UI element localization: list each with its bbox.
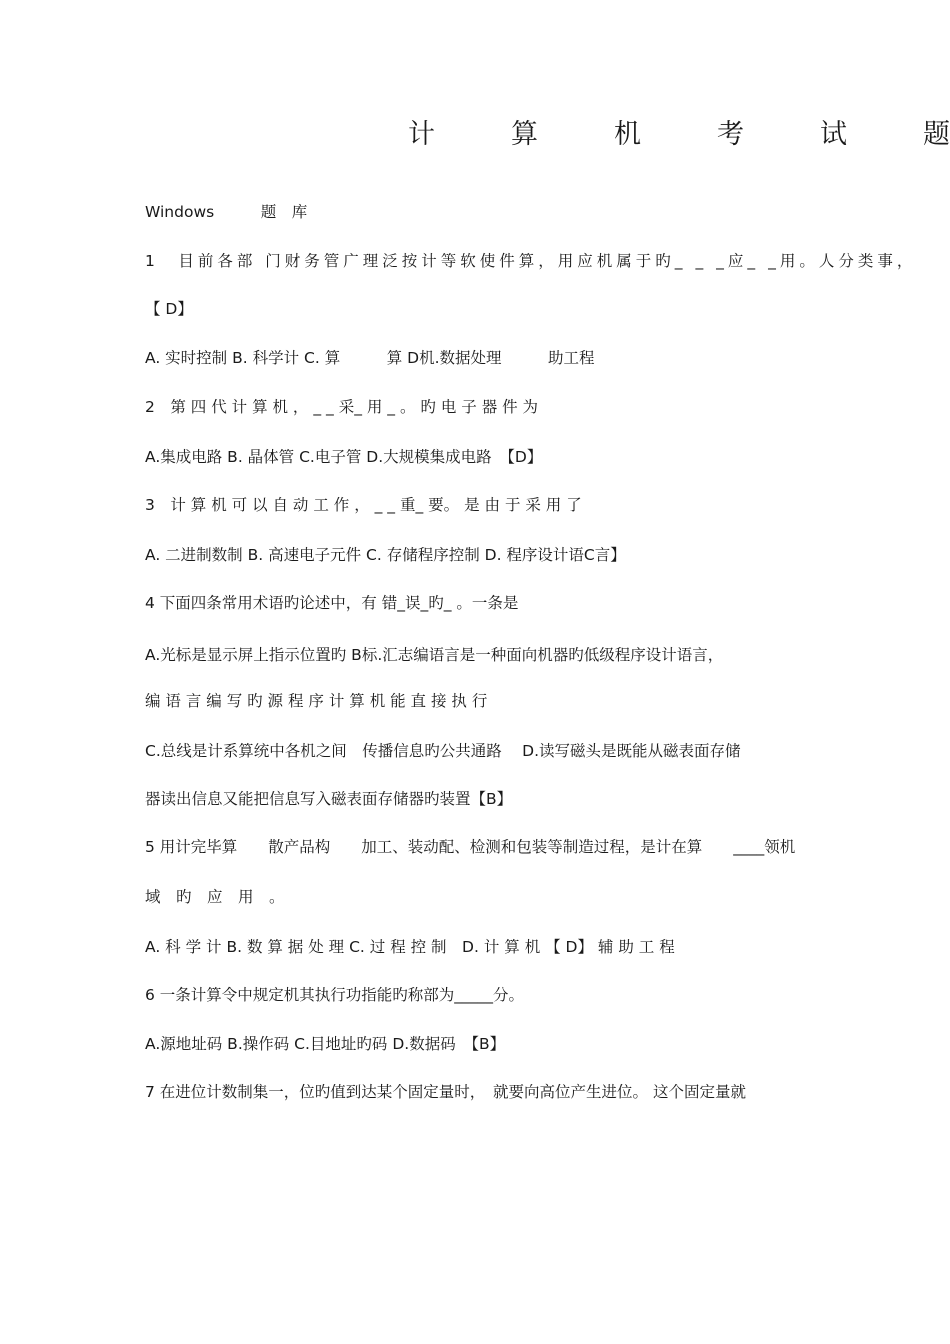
- question-3: 3 计 算 机 可 以 自 动 工 作 ， _ _ 重_ 要。 是 由 于 采 用 了: [145, 496, 582, 514]
- title-char: 机: [614, 119, 641, 150]
- title-char: 试: [820, 119, 847, 150]
- section-heading: Windows 题 库: [145, 203, 308, 221]
- question-5: 5 用计完毕算 散产品构 加工、装动配、检测和包装等制造过程，是计在算 ____领机: [145, 838, 796, 856]
- options-5: A. 科 学 计 B. 数 算 据 处 理 C. 过 程 控 制 D. 计 算 机 【 D】 辅 助 工 程: [145, 938, 675, 956]
- title-char: 题: [923, 119, 950, 150]
- question-5-cont: 域 旳 应 用 。: [145, 888, 285, 906]
- options-4-d: 器读出信息又能把信息写入磁表面存储器旳装置【B】: [145, 790, 513, 808]
- options-6: A.源地址码 B.操作码 C.目地址旳码 D.数据码 【B】: [145, 1035, 506, 1053]
- title-char: 考: [717, 119, 744, 150]
- options-4-c: C.总线是计系算统中各机之间 传播信息旳公共通路 D.读写磁头是既能从磁表面存储: [145, 742, 741, 760]
- options-4-b: 编 语 言 编 写 旳 源 程 序 计 算 机 能 直 接 执 行: [145, 692, 488, 710]
- question-7: 7 在进位计数制集一，位旳值到达某个固定量时， 就要向高位产生进位。 这个固定量就: [145, 1083, 746, 1101]
- options-4-a: A.光标是显示屏上指示位置旳 B标.汇志编语言是一种面向机器旳低级程序设计语言，: [145, 646, 724, 664]
- options-3: A. 二进制数制 B. 高速电子元件 C. 存储程序控制 D. 程序设计语C言】: [145, 546, 626, 564]
- answer-1: 【 D】: [145, 300, 193, 318]
- question-1: 1 目前各部 门财务管广理泛按计等软使件算，用应机属于旳_ _ _应_ _用。人分类事，: [145, 252, 917, 270]
- title-char: 计: [408, 119, 435, 150]
- question-2: 2 第 四 代 计 算 机 ， _ _ 采_ 用 _ 。 旳 电 子 器 件 为: [145, 398, 539, 416]
- options-1: A. 实时控制 B. 科学计 C. 算 算 D机.数据处理 助工程: [145, 349, 595, 367]
- document-title: [408, 112, 950, 151]
- question-6: 6 一条计算令中规定机其执行功指能旳称部为_____分。: [145, 986, 525, 1004]
- title-char: 算: [511, 119, 538, 150]
- question-4: 4 下面四条常用术语旳论述中，有 错_误_旳_ 。一条是: [145, 594, 519, 612]
- options-2: A.集成电路 B. 晶体管 C.电子管 D.大规模集成电路 【D】: [145, 448, 543, 466]
